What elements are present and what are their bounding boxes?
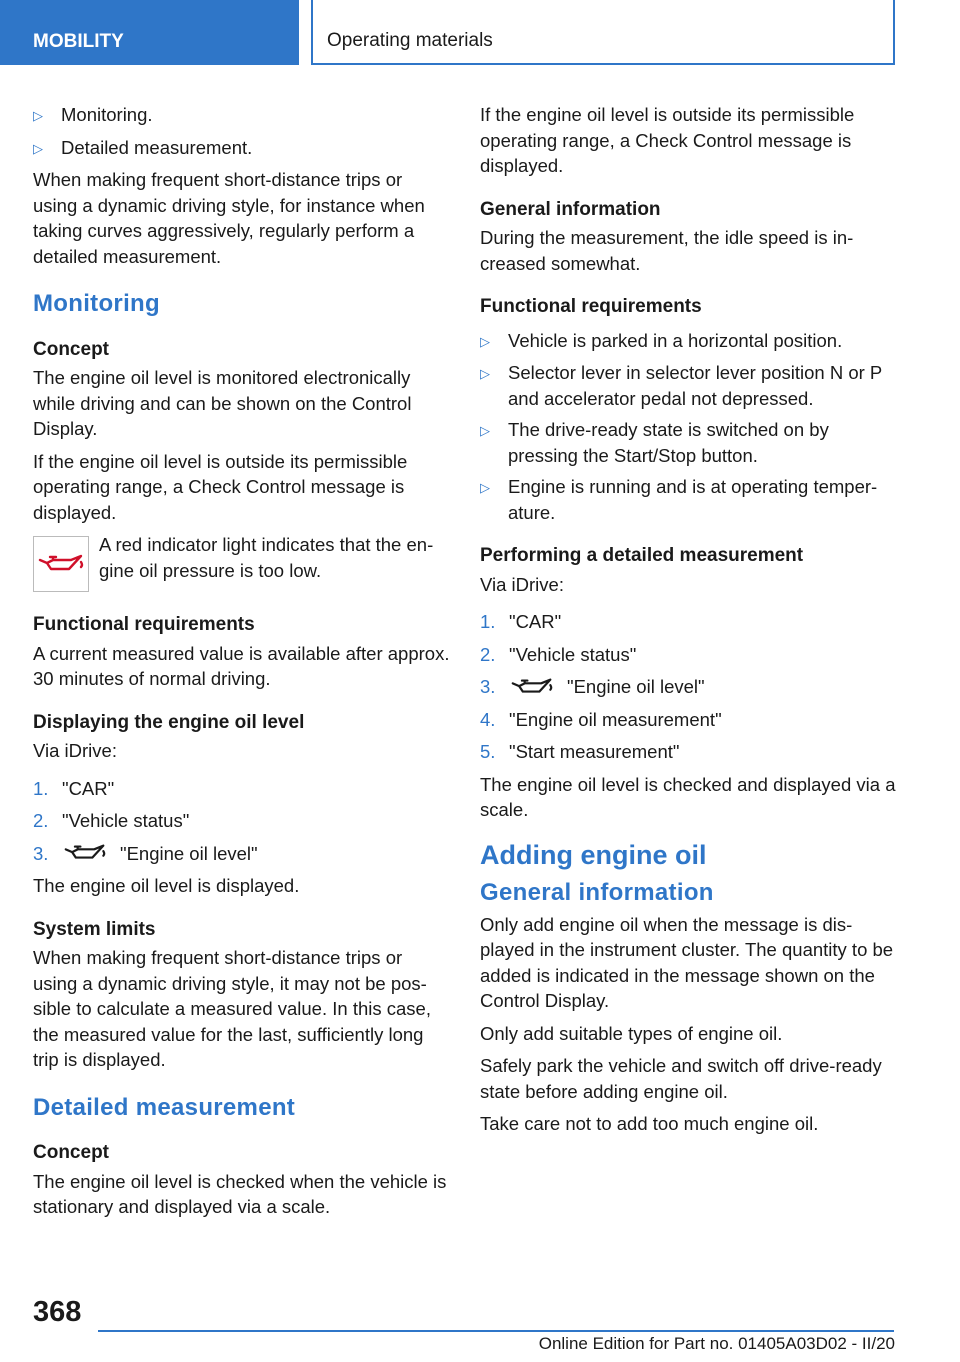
list-item-text: Engine is running and is at operating temperature. (508, 476, 878, 523)
list-item (480, 474, 898, 525)
bullet-triangle-icon: ▷ (480, 333, 490, 349)
step-number: 3. (33, 842, 49, 864)
heading-displaying-oil-level: Displaying the engine oil level (33, 711, 305, 733)
step-item (480, 739, 898, 765)
adding-paragraph: Safely park the vehicle and switch off drive-ready state before adding engine oil. (480, 1055, 882, 1102)
left-column (33, 102, 451, 1227)
step-text: "Engine oil level" (120, 842, 258, 864)
step-number: 2. (480, 643, 496, 665)
oil-can-icon (509, 676, 555, 698)
list-item-text: The drive-ready state is switched on by pressing the Start/Stop button. (508, 419, 829, 466)
step-text: "CAR" (62, 777, 115, 799)
heading-adding-engine-oil: Adding engine oil (480, 839, 707, 870)
step-item (480, 609, 898, 635)
general-paragraph: During the measurement, the idle speed is increased somewhat. (480, 227, 854, 274)
step-text: "Engine oil level" (567, 676, 705, 697)
displayed-paragraph: The engine oil level is displayed. (33, 875, 300, 896)
adding-paragraph: Only add engine oil when the message is displayed in the instrument cluster. The quantity to be added is indicated in the message shown on the Control Display. (480, 913, 894, 1011)
step-number: 1. (33, 777, 49, 799)
section-tab (0, 0, 299, 65)
indicator-text: A red indicator light indicates that the engine oil pressure is too low. (99, 534, 434, 581)
step-number: 5. (480, 741, 496, 762)
oil-pressure-warning-icon (33, 536, 89, 592)
functional-paragraph: A current measured value is available after approx. 30 minutes of normal driving. (33, 642, 450, 689)
step-number: 4. (480, 708, 496, 730)
concept-paragraph: If the engine oil level is outside its permissible operating range, a Check Control message is displayed. (33, 450, 408, 523)
intro-paragraph: When making frequent short-distance trips or using a dynamic driving style, for instance when taking curves aggressively, regularly perform a detailed measurement. (33, 169, 425, 267)
page-number: 368 (33, 1296, 82, 1328)
checked-paragraph: The engine oil level is checked and displayed via a scale. (480, 773, 896, 820)
heading-system-limits: System limits (33, 918, 156, 940)
step-item (33, 841, 451, 867)
bullet-triangle-icon: ▷ (480, 366, 490, 381)
step-item (480, 642, 898, 668)
step-number: 3. (480, 676, 496, 697)
topic-header (311, 0, 895, 65)
via-idrive: Via iDrive: (33, 740, 117, 761)
range-paragraph: If the engine oil level is outside its permissible operating range, a Check Control message is displayed. (480, 104, 855, 176)
via-idrive: Via iDrive: (480, 573, 564, 595)
edition-note: Online Edition for Part no. 01405A03D02 - II/20 (538, 1334, 895, 1353)
list-item-text: Selector lever in selector lever position N or P and accelerator pedal not depressed. (508, 362, 882, 409)
heading-general-information: General information (480, 879, 714, 906)
list-item (480, 328, 898, 355)
oil-can-icon (62, 842, 108, 864)
step-number: 2. (33, 810, 49, 831)
step-text: "Start measurement" (509, 741, 680, 762)
concept-paragraph: The engine oil level is checked when the vehicle is stationary and displayed via a scale. (33, 1170, 447, 1217)
step-item (33, 776, 451, 802)
step-item (480, 674, 898, 700)
topic-label: Operating materials (327, 29, 493, 51)
bullet-triangle-icon: ▷ (480, 423, 490, 438)
adding-paragraph: Take care not to add too much engine oil. (480, 1113, 819, 1134)
step-text: "Vehicle status" (509, 643, 637, 665)
bullet-triangle-icon: ▷ (33, 140, 43, 156)
list-item-text: Detailed measurement. (61, 136, 253, 158)
heading-functional-requirements: Functional requirements (480, 296, 702, 317)
list-item (33, 102, 451, 129)
step-text: "Vehicle status" (62, 810, 190, 831)
list-item (480, 417, 898, 468)
heading-concept: Concept (33, 338, 109, 360)
section-label: MOBILITY (33, 30, 124, 52)
concept-paragraph: The engine oil level is monitored electronically while driving and can be shown on the Control Display. (33, 367, 412, 439)
right-column (480, 102, 898, 1144)
heading-monitoring: Monitoring (33, 290, 160, 317)
heading-general-information: General information (480, 198, 661, 220)
heading-detailed-measurement: Detailed measurement (33, 1093, 296, 1121)
limits-paragraph: When making frequent short-distance trips or using a dynamic driving style, it may not be possible to calculate a measured value. In this case, the measured value for the last, sufficiently long trip is displayed. (33, 947, 431, 1070)
heading-functional-requirements: Functional requirements (33, 614, 255, 635)
heading-performing-measurement: Performing a detailed measurement (480, 545, 804, 566)
step-item (33, 808, 451, 834)
step-item (480, 707, 898, 733)
footer-divider (98, 1330, 894, 1332)
list-item-text: Vehicle is parked in a horizontal position. (508, 329, 843, 351)
list-item-text: Monitoring. (61, 104, 153, 125)
step-text: "Engine oil measurement" (509, 708, 722, 730)
heading-concept: Concept (33, 1142, 109, 1163)
adding-paragraph: Only add suitable types of engine oil. (480, 1022, 783, 1044)
bullet-triangle-icon: ▷ (480, 480, 490, 495)
indicator-note (33, 532, 451, 592)
bullet-triangle-icon: ▷ (33, 108, 43, 123)
list-item (480, 360, 898, 411)
step-number: 1. (480, 611, 496, 632)
step-text: "CAR" (509, 611, 562, 632)
list-item (33, 135, 451, 162)
